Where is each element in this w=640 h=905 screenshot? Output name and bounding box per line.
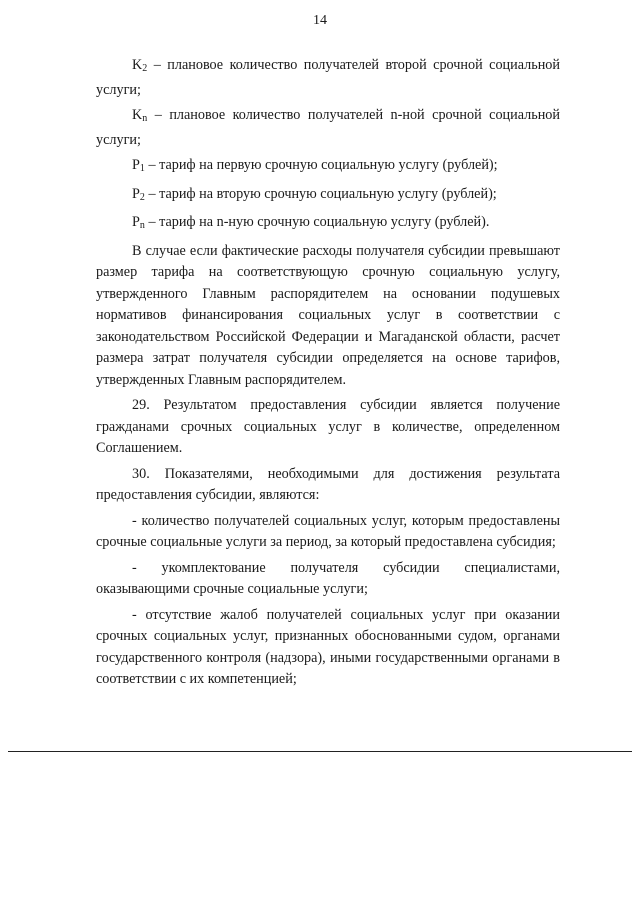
paragraph-29-result: 29. Результатом предоставления субсидии является получение гражданами срочных социальных услуг в количестве, определенном Соглашением. [96,397,560,456]
variable-subscript: 1 [139,163,145,174]
variable-subscript: n [139,220,145,231]
variable-subscript: n [142,113,148,124]
page-number: 14 [313,13,327,28]
variable-description: – плановое количество получателей второй срочной социальной услуги; [96,57,560,98]
variable-symbol: K [132,57,143,73]
variable-definition-p1 [96,155,560,180]
variable-symbol: K [132,107,143,123]
variable-symbol: P [132,214,140,230]
variable-subscript: 2 [142,63,148,74]
document-body [96,55,560,691]
list-item-staffing: - укомплектование получателя субсидии специалистами, оказывающими срочные социальные услуги; [96,559,560,597]
paragraph-30-indicators: 30. Показателями, необходимыми для достижения результата предоставления субсидии, являются: [96,465,560,503]
variable-description: – тариф на n-ную срочную социальную услугу (рублей). [144,214,490,230]
variable-subscript: 2 [139,191,145,203]
variable-symbol: P [132,185,140,202]
variable-description: – плановое количество получателей n-ной срочной социальной услуги; [96,107,560,148]
variable-description: – тариф на вторую срочную социальную услугу (рублей); [144,185,497,202]
variable-definition-kn [96,105,560,151]
list-item-no-complaints: - отсутствие жалоб получателей социальных услуг при оказании срочных социальных услуг, признанных обоснованными судом, органами государственного контроля (надзора), иными государственными органами в соответствии с их компетенцией; [96,606,560,687]
variable-description: – тариф на первую срочную социальную услугу (рублей); [144,157,498,173]
variable-definition-pn [96,212,560,237]
variable-symbol: P [132,157,140,173]
variable-definition-k2 [96,55,560,101]
bottom-divider [8,751,632,752]
variable-definition-p2 [96,184,560,209]
list-item-recipients-count: - количество получателей социальных услуг, которым предоставлены срочные социальные услуги за период, за который предоставлена субсидия; [96,512,560,550]
paragraph-excess-costs: В случае если фактические расходы получателя субсидии превышают размер тарифа на соответствующую срочную социальную услугу, утвержденного Главным распорядителем на основании подушевых нормативов финансирования социальных услуг в соответствии с законодательством Российской Федерации и Магаданской области, расчет размера затрат получателя субсидии определяется на основе тарифов, утвержденных Главным распорядителем. [96,242,560,388]
